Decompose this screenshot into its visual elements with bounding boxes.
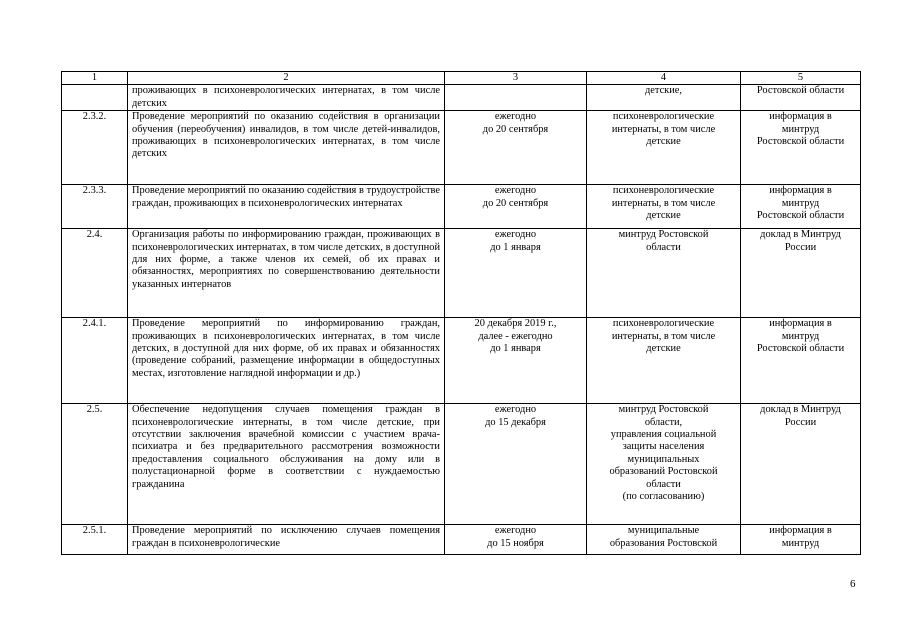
item-result-line: информация в (769, 111, 832, 123)
item-executor-line: интернаты, в том числе (611, 330, 716, 342)
item-result-line: минтруд (781, 123, 820, 135)
item-executor-line: детские (646, 136, 681, 148)
column-number-4: 4 (587, 72, 741, 85)
item-deadline-line: ежегодно (494, 185, 537, 197)
item-deadline (445, 185, 587, 229)
item-executor-line: защиты населения (622, 441, 705, 453)
column-number-3: 3 (445, 72, 587, 85)
item-executor-line: интернаты, в том числе (611, 123, 716, 135)
item-executor (587, 85, 741, 111)
item-result (741, 404, 861, 525)
item-result (741, 318, 861, 404)
item-executor (587, 404, 741, 525)
item-result-line: Ростовской области (756, 210, 845, 222)
item-executor-line: психоневрологические (612, 111, 715, 123)
item-executor (587, 111, 741, 185)
item-number (62, 85, 128, 111)
item-executor-line: области (646, 478, 681, 490)
item-result (741, 85, 861, 111)
item-deadline-line: до 20 сентября (482, 197, 549, 209)
item-executor-line: образований Ростовской (609, 466, 718, 478)
item-deadline (445, 404, 587, 525)
page-number: 6 (850, 578, 856, 590)
item-description: Обеспечение недопущения случаев помещения граждан в психоневрологические интернаты, в том числе детские, при отсутствии заключения врачебной комиссии с участием врача-психиатра и без предварительного рассмотрения возможности предоставления социального обслуживания на дому или в полустационарной форме в соответствии с нуждаемостью гражданина (128, 404, 445, 525)
item-result-line: России (784, 416, 817, 428)
item-result-line: минтруд (781, 537, 820, 549)
item-number: 2.5. (62, 404, 128, 525)
item-number: 2.5.1. (62, 525, 128, 555)
item-executor-line: области (646, 241, 681, 253)
table-row (62, 185, 861, 229)
item-result (741, 111, 861, 185)
item-executor-line: муниципальных (627, 453, 700, 465)
table-row (62, 229, 861, 318)
plan-table (61, 71, 861, 555)
item-number: 2.3.3. (62, 185, 128, 229)
item-result-line: доклад в Минтруд (760, 229, 841, 241)
item-deadline-line: ежегодно (494, 229, 537, 241)
item-deadline-line: до 15 ноября (487, 537, 544, 549)
item-description: Проведение мероприятий по информированию граждан, проживающих в психоневрологических интернатах, в том числе детских, в доступной для них форме, об их правах и обязанностях (проведение собраний, размещение информации в общедоступных местах, изготовление наглядной информации и др.) (128, 318, 445, 404)
table-row (62, 404, 861, 525)
item-result-line: доклад в Минтруд (760, 404, 841, 416)
item-deadline (445, 111, 587, 185)
item-executor-line: интернаты, в том числе (611, 197, 716, 209)
item-description: Организация работы по информированию граждан, проживающих в психоневрологических интернатах, в том числе детских, в доступной для них форме, а также членов их семей, об их правах и обязанностях, мероприятиях по совершенствованию деятельности указанных интернатов (128, 229, 445, 318)
item-deadline-line: ежегодно (494, 404, 537, 416)
item-executor-line: управления социальной (610, 429, 717, 441)
item-result (741, 185, 861, 229)
table-row (62, 318, 861, 404)
item-result-line: Ростовской области (756, 343, 845, 355)
item-deadline-line: ежегодно (494, 111, 537, 123)
item-result-line: Ростовской области (756, 136, 845, 148)
item-executor-line: психоневрологические (612, 185, 715, 197)
item-executor (587, 185, 741, 229)
item-result-line: России (784, 241, 817, 253)
item-deadline-line: 20 декабря 2019 г., (474, 318, 557, 330)
item-deadline-line: до 1 января (490, 343, 541, 355)
item-result-line: минтруд (781, 197, 820, 209)
item-number: 2.3.2. (62, 111, 128, 185)
item-deadline-line: ежегодно (494, 525, 537, 537)
item-executor-line: детские (646, 343, 681, 355)
column-number-row (62, 72, 861, 85)
item-executor-line: психоневрологические (612, 318, 715, 330)
table-row (62, 85, 861, 111)
item-deadline-line: до 1 января (490, 241, 541, 253)
item-result (741, 525, 861, 555)
item-result (741, 229, 861, 318)
item-executor-line: образования Ростовской (609, 537, 718, 549)
item-executor-line: минтруд Ростовской (618, 229, 709, 241)
table-row (62, 111, 861, 185)
item-deadline-line: далее - ежегодно (478, 330, 553, 342)
item-deadline-line: до 20 сентября (482, 123, 549, 135)
item-executor-line: детские (646, 210, 681, 222)
item-number: 2.4. (62, 229, 128, 318)
item-result-line: информация в (769, 185, 832, 197)
item-executor-line: муниципальные (627, 525, 700, 537)
table-row (62, 525, 861, 555)
item-deadline (445, 318, 587, 404)
item-result-line: информация в (769, 318, 832, 330)
item-executor (587, 525, 741, 555)
item-description: Проведение мероприятий по оказанию содействия в трудоустройстве граждан, проживающих в психоневрологических интернатах (128, 185, 445, 229)
item-result-line: Ростовской области (756, 85, 845, 97)
item-deadline-line: до 15 декабря (485, 416, 546, 428)
item-deadline (445, 229, 587, 318)
item-description: проживающих в психоневрологических интернатах, в том числе детских (128, 85, 445, 111)
item-executor-line: детские, (645, 85, 682, 97)
item-description: Проведение мероприятий по исключению случаев помещения граждан в психоневрологические (128, 525, 445, 555)
item-deadline (445, 525, 587, 555)
item-executor-line: минтруд Ростовской (618, 404, 709, 416)
item-result-line: информация в (769, 525, 832, 537)
item-result-line: минтруд (781, 330, 820, 342)
item-deadline (445, 85, 587, 111)
column-number-5: 5 (741, 72, 861, 85)
item-number: 2.4.1. (62, 318, 128, 404)
item-description: Проведение мероприятий по оказанию содействия в организации обучения (переобучения) инвалидов, в том числе детей-инвалидов, проживающих в психоневрологических интернатах, в том числе детских (128, 111, 445, 185)
item-executor-line: (по согласованию) (622, 491, 705, 503)
item-executor (587, 318, 741, 404)
item-executor-line: области, (644, 416, 683, 428)
item-executor (587, 229, 741, 318)
column-number-1: 1 (62, 72, 128, 85)
column-number-2: 2 (128, 72, 445, 85)
